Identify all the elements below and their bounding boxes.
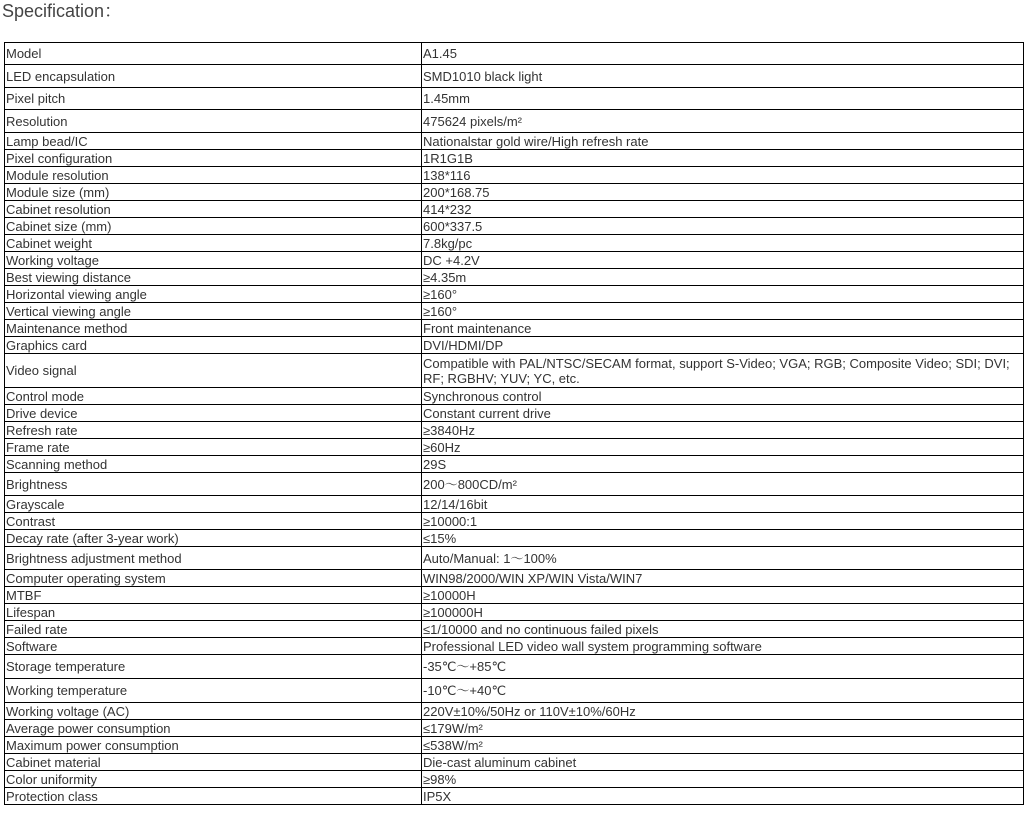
spec-row bbox=[5, 655, 1024, 679]
spec-row bbox=[5, 604, 1024, 621]
spec-value: -35℃～+85℃ bbox=[422, 655, 1024, 679]
spec-label: Protection class bbox=[5, 788, 422, 805]
spec-label: Frame rate bbox=[5, 439, 422, 456]
spec-row bbox=[5, 337, 1024, 354]
spec-row bbox=[5, 771, 1024, 788]
spec-row bbox=[5, 439, 1024, 456]
spec-label: Working voltage (AC) bbox=[5, 703, 422, 720]
spec-label: Decay rate (after 3-year work) bbox=[5, 530, 422, 547]
spec-row bbox=[5, 587, 1024, 604]
spec-row bbox=[5, 269, 1024, 286]
spec-row bbox=[5, 547, 1024, 570]
spec-label: Working voltage bbox=[5, 252, 422, 269]
spec-value: 1.45mm bbox=[422, 88, 1024, 110]
spec-label: Grayscale bbox=[5, 496, 422, 513]
spec-label: Scanning method bbox=[5, 456, 422, 473]
spec-value: 600*337.5 bbox=[422, 218, 1024, 235]
spec-label: Refresh rate bbox=[5, 422, 422, 439]
spec-label: Software bbox=[5, 638, 422, 655]
spec-label: Graphics card bbox=[5, 337, 422, 354]
spec-label: Storage temperature bbox=[5, 655, 422, 679]
spec-value: ≤179W/m² bbox=[422, 720, 1024, 737]
spec-value: Synchronous control bbox=[422, 388, 1024, 405]
spec-row bbox=[5, 513, 1024, 530]
spec-row bbox=[5, 530, 1024, 547]
spec-label: Best viewing distance bbox=[5, 269, 422, 286]
spec-label: Lifespan bbox=[5, 604, 422, 621]
spec-row bbox=[5, 679, 1024, 703]
spec-value: ≥4.35m bbox=[422, 269, 1024, 286]
spec-label: Cabinet size (mm) bbox=[5, 218, 422, 235]
spec-row bbox=[5, 252, 1024, 269]
spec-row bbox=[5, 303, 1024, 320]
spec-value: ≥100000H bbox=[422, 604, 1024, 621]
spec-value: IP5X bbox=[422, 788, 1024, 805]
spec-label: Pixel pitch bbox=[5, 88, 422, 110]
spec-row bbox=[5, 405, 1024, 422]
spec-row bbox=[5, 235, 1024, 252]
spec-label: Model bbox=[5, 43, 422, 65]
spec-row bbox=[5, 388, 1024, 405]
spec-label: Maintenance method bbox=[5, 320, 422, 337]
spec-row bbox=[5, 754, 1024, 771]
spec-label: Cabinet material bbox=[5, 754, 422, 771]
spec-value: Compatible with PAL/NTSC/SECAM format, support S-Video; VGA; RGB; Composite Video; SDI; DVI; RF; RGBHV; YUV; YC, etc. bbox=[422, 354, 1024, 388]
spec-row bbox=[5, 88, 1024, 110]
spec-row bbox=[5, 354, 1024, 388]
spec-value: ≥160° bbox=[422, 303, 1024, 320]
spec-row bbox=[5, 788, 1024, 805]
spec-row bbox=[5, 473, 1024, 496]
spec-label: Pixel configuration bbox=[5, 150, 422, 167]
spec-value: Die-cast aluminum cabinet bbox=[422, 754, 1024, 771]
page-title: Specification： bbox=[2, 1, 123, 21]
spec-value: 138*116 bbox=[422, 167, 1024, 184]
spec-row bbox=[5, 621, 1024, 638]
spec-value: ≥160° bbox=[422, 286, 1024, 303]
spec-value: Professional LED video wall system programming software bbox=[422, 638, 1024, 655]
spec-row bbox=[5, 496, 1024, 513]
spec-label: Failed rate bbox=[5, 621, 422, 638]
spec-value: ≥3840Hz bbox=[422, 422, 1024, 439]
spec-value: ≤538W/m² bbox=[422, 737, 1024, 754]
spec-row bbox=[5, 720, 1024, 737]
specification-table bbox=[4, 42, 1024, 805]
spec-row bbox=[5, 456, 1024, 473]
spec-label: Working temperature bbox=[5, 679, 422, 703]
spec-label: Vertical viewing angle bbox=[5, 303, 422, 320]
spec-label: Lamp bead/IC bbox=[5, 133, 422, 150]
spec-value: 12/14/16bit bbox=[422, 496, 1024, 513]
spec-label: Control mode bbox=[5, 388, 422, 405]
spec-value: DVI/HDMI/DP bbox=[422, 337, 1024, 354]
spec-row bbox=[5, 218, 1024, 235]
spec-row bbox=[5, 167, 1024, 184]
spec-value: ≥10000:1 bbox=[422, 513, 1024, 530]
spec-row bbox=[5, 286, 1024, 303]
spec-label: Module size (mm) bbox=[5, 184, 422, 201]
spec-row bbox=[5, 201, 1024, 218]
spec-row bbox=[5, 184, 1024, 201]
spec-row bbox=[5, 150, 1024, 167]
spec-label: Module resolution bbox=[5, 167, 422, 184]
spec-row bbox=[5, 422, 1024, 439]
spec-value: WIN98/2000/WIN XP/WIN Vista/WIN7 bbox=[422, 570, 1024, 587]
spec-label: Contrast bbox=[5, 513, 422, 530]
spec-label: LED encapsulation bbox=[5, 65, 422, 88]
spec-value: 29S bbox=[422, 456, 1024, 473]
spec-row bbox=[5, 737, 1024, 754]
spec-value: 475624 pixels/m² bbox=[422, 110, 1024, 133]
spec-value: Auto/Manual: 1～100% bbox=[422, 547, 1024, 570]
spec-row bbox=[5, 43, 1024, 65]
spec-value: ≤15% bbox=[422, 530, 1024, 547]
spec-row bbox=[5, 638, 1024, 655]
spec-label: Average power consumption bbox=[5, 720, 422, 737]
spec-row bbox=[5, 110, 1024, 133]
spec-value: 220V±10%/50Hz or 110V±10%/60Hz bbox=[422, 703, 1024, 720]
spec-value: 200～800CD/m² bbox=[422, 473, 1024, 496]
spec-row bbox=[5, 65, 1024, 88]
spec-label: Brightness bbox=[5, 473, 422, 496]
spec-label: Brightness adjustment method bbox=[5, 547, 422, 570]
spec-label: Cabinet resolution bbox=[5, 201, 422, 218]
spec-label: Maximum power consumption bbox=[5, 737, 422, 754]
spec-value: ≤1/10000 and no continuous failed pixels bbox=[422, 621, 1024, 638]
spec-value: 200*168.75 bbox=[422, 184, 1024, 201]
spec-value: Constant current drive bbox=[422, 405, 1024, 422]
spec-label: Resolution bbox=[5, 110, 422, 133]
spec-value: 414*232 bbox=[422, 201, 1024, 218]
spec-value: 7.8kg/pc bbox=[422, 235, 1024, 252]
spec-label: Horizontal viewing angle bbox=[5, 286, 422, 303]
spec-value: SMD1010 black light bbox=[422, 65, 1024, 88]
spec-value: 1R1G1B bbox=[422, 150, 1024, 167]
spec-row bbox=[5, 133, 1024, 150]
spec-row bbox=[5, 570, 1024, 587]
spec-value: Front maintenance bbox=[422, 320, 1024, 337]
spec-label: Color uniformity bbox=[5, 771, 422, 788]
spec-row bbox=[5, 320, 1024, 337]
spec-label: Drive device bbox=[5, 405, 422, 422]
spec-label: MTBF bbox=[5, 587, 422, 604]
specification-table-body bbox=[5, 43, 1024, 805]
spec-value: A1.45 bbox=[422, 43, 1024, 65]
spec-value: -10℃～+40℃ bbox=[422, 679, 1024, 703]
spec-value: ≥98% bbox=[422, 771, 1024, 788]
spec-value: ≥60Hz bbox=[422, 439, 1024, 456]
spec-label: Video signal bbox=[5, 354, 422, 388]
spec-value: Nationalstar gold wire/High refresh rate bbox=[422, 133, 1024, 150]
spec-label: Computer operating system bbox=[5, 570, 422, 587]
spec-label: Cabinet weight bbox=[5, 235, 422, 252]
spec-value: DC +4.2V bbox=[422, 252, 1024, 269]
spec-value: ≥10000H bbox=[422, 587, 1024, 604]
spec-row bbox=[5, 703, 1024, 720]
